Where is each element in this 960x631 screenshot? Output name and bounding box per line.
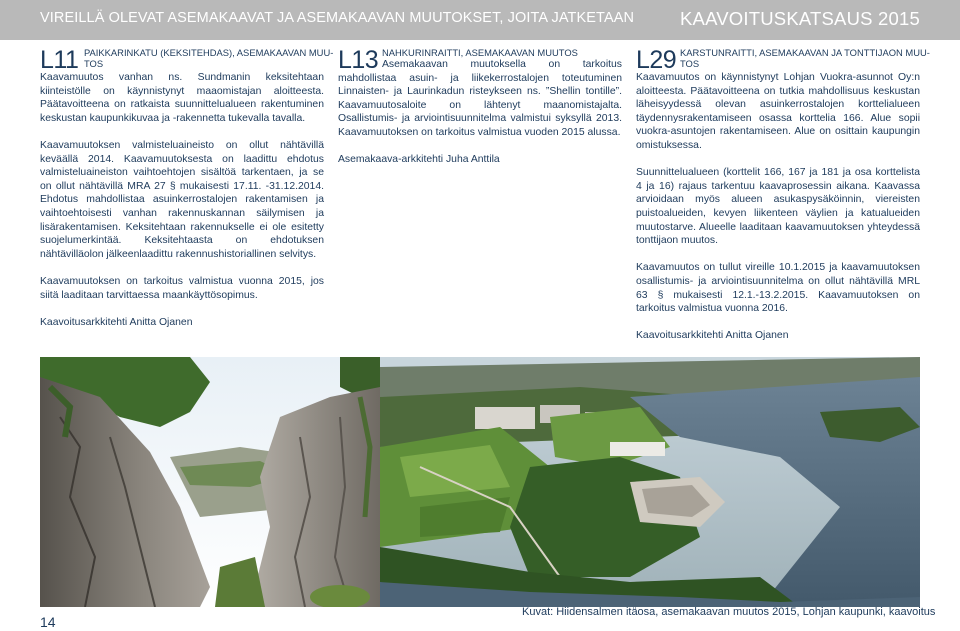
header-bar <box>0 0 960 40</box>
l29-title <box>680 47 930 69</box>
l11-title <box>84 47 334 69</box>
photo-caption: Kuvat: Hiidensalmen itäosa, asemakaavan muutos 2015, Lohjan kaupunki, kaavoitus <box>522 606 936 618</box>
l29-heading <box>636 46 930 77</box>
l13-heading <box>338 46 622 74</box>
l11-heading <box>40 46 334 77</box>
l29-title-line2: TOS <box>680 58 700 69</box>
column-l29 <box>636 46 930 356</box>
section-title: VIREILLÄ OLEVAT ASEMAKAAVAT JA ASEMAKAAVAN MUUTOKSET, JOITA JATKETAAN <box>40 10 635 26</box>
column-l11 <box>40 46 334 343</box>
l13-title: NAHKURINRAITTI, ASEMAKAAVAN MUUTOS <box>382 47 578 58</box>
l13-paragraph-1: Asemakaavan muutoksella on tarkoitus mahdollistaa asuin- ja liikekerrostalojen toteutuminen Linnaisten- ja Laurinkadun risteykseen ns. ”Shellin tontille”. Kaavamuutosaloite on lähtenyt maanomistajalta. Osallistumis- ja arviointisuunnitelma valmistui syksyllä 2013. Kaavamuutoksen on tarkoitus valmistua vuoden 2015 alussa. <box>338 59 622 138</box>
l11-paragraph-1: Kaavamuutos vanhan ns. Sundmanin keksitehtaan kiinteistölle on käynnistynyt maaomistajan aloitteesta. Päätavoitteena on ratkaista suunnittelualueen rakentuminen keskustan kaupunkikuvaa ja -rakennetta tukevalla tavalla. <box>40 72 324 124</box>
l11-signature: Kaavoitusarkkitehti Anitta Ojanen <box>40 316 193 328</box>
l11-title-line1: PAIKKARINKATU (KEKSITEHDAS), ASEMAKAAVAN MUU- <box>84 47 334 58</box>
aerial-illustration <box>380 357 920 607</box>
quarry-cliff-illustration <box>40 357 380 607</box>
l29-title-line1: KARSTUNRAITTI, ASEMAKAAVAN JA TONTTIJAON MUU- <box>680 47 930 58</box>
l29-code: L29 <box>636 46 677 74</box>
l11-paragraph-2: Kaavamuutoksen valmisteluaineisto on ollut nähtävillä keväällä 2014. Kaavamuutoksesta on laadittu ehdotus valmisteluaineiston vaihtoehtojen sisältöä tarkentaen, ja se on ollut nähtävillä MRA 27 § mukaisesti 17.11. -31.12.2014. Ehdotus mahdollistaa asuinkerrostalojen rakentamisen ja vaihtoehtoisesti vanhan rakennuskannan säilymisen ja lisärakentamisen. Keksitehtaan rakennukselle ei ole esitetty suojelumerkintää. Keksitehtaasta on ehdotuksen nähtävilläolon jälkeenlaadittu rakennushistoriallinen selvitys. <box>40 139 324 260</box>
l29-paragraph-1: Kaavamuutos on käynnistynyt Lohjan Vuokra-asunnot Oy:n aloitteesta. Päätavoitteena on tutkia mahdollisuus keskustan läheisyydessä olevan asuinkerrostalojen korttelialueen täydennysrakentamiseen osassa korttelia 166. Alue sopii vuokra-asuntojen rakentamiseen. Alue on osittain kaupungin omistuksessa. <box>636 72 920 151</box>
l29-paragraph-3: Kaavamuutos on tullut vireille 10.1.2015 ja kaavamuutoksen osallistumis- ja arviointisuunnitelma on ollut nähtävillä MRL 63 § mukaisesti 12.1.-13.2.2015. Kaavamuutoksen on tarkoitus valmistua vuonna 2016. <box>636 262 920 315</box>
publication-title: KAAVOITUSKATSAUS 2015 <box>680 8 920 29</box>
l11-paragraph-3: Kaavamuutoksen on tarkoitus valmistua vuonna 2015, jos siitä laaditaan tarvittaessa maankäyttösopimus. <box>40 275 324 301</box>
page-number: 14 <box>40 614 56 630</box>
column-l13 <box>338 46 622 180</box>
l29-signature: Kaavoitusarkkitehti Anitta Ojanen <box>636 330 789 342</box>
aerial-quarry-lake-photo <box>380 357 920 607</box>
l13-code: L13 <box>338 46 379 74</box>
l29-paragraph-2: Suunnittelualueen (korttelit 166, 167 ja 181 ja osa korttelista 4 ja 16) rajaus tarkentuu kaavaprosessin aikana. Kaavassa arvioidaan myös alueen asukaspysäköinnin, viereisten puistoalueiden, kevyen liikenteen väylien ja katualueiden muutostarve. Alueelle laaditaan kaavamuutoksen yhteydessä tonttijaon muutos. <box>636 167 920 247</box>
l11-code: L11 <box>40 46 79 74</box>
l13-signature: Asemakaava-arkkitehti Juha Anttila <box>338 154 500 166</box>
l11-title-line2: TOS <box>84 58 104 69</box>
quarry-cliff-photo <box>40 357 380 607</box>
